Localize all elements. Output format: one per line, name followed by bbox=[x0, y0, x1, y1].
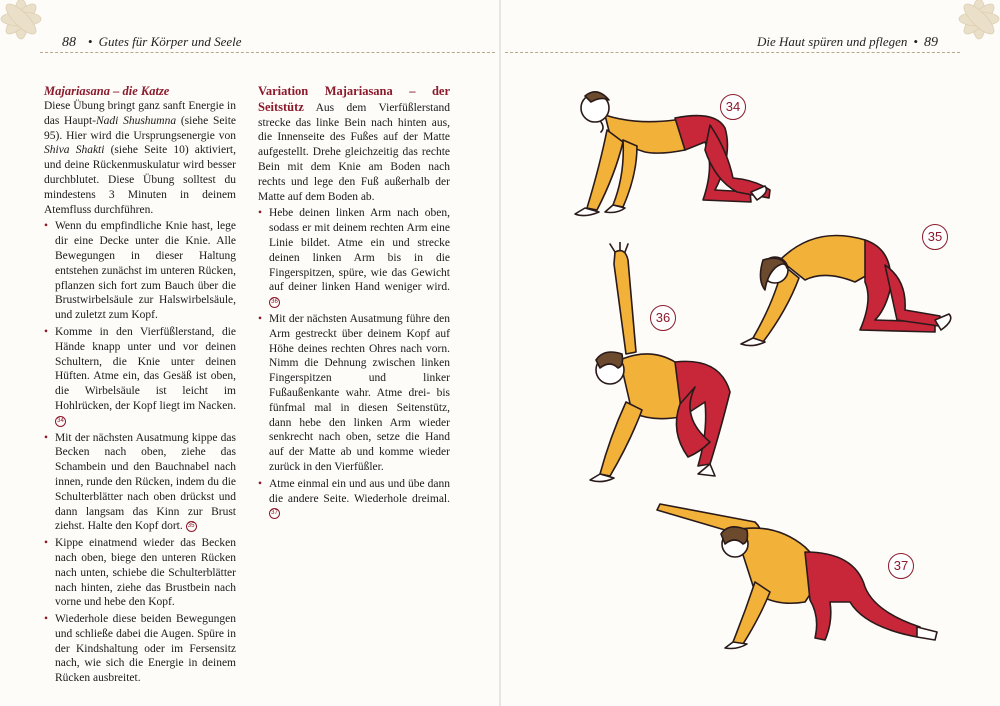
list-item: • Komme in den Vierfüßlerstand, die Hände knapp unter und vor deinen Schultern, die Knie unter deinen Hüften. Atme ein, das Gesäß ist oben, die Wirbelsäule ist leicht im Hohlrücken, der Kopf liegt im Nacken. 34 bbox=[44, 325, 236, 429]
header-rule-right bbox=[505, 52, 960, 53]
figure-number-badge: 37 bbox=[888, 553, 914, 579]
list-item: • Wenn du empfindliche Knie hast, lege dir eine Decke unter die Knie. Alle Bewegungen in dieser Haltung entstehen zunächst im unteren Rücken, pflanzen sich fort zum Bauch über die Brustwirbelsäule zur Halswirbelsäule, und zuletzt zum Kopf. bbox=[44, 219, 236, 323]
section-heading-cat: Majariasana – die Katze bbox=[44, 84, 170, 98]
text-column-right: Variation Majariasana – der Seitstütz Aus dem Vierfüßlerstand strecke das linke Bein nach hinten aus, die Innenseite des Fußes auf der Matte aufgestellt. Drehe gleichzeitig das rechte Bein mit dem Knie am Boden nach rechts und lege den Fuß außerhalb der Matte auf dem Boden ab. • Hebe deinen linken Arm nach oben, sodass er mit deinem rechten Arm eine Linie bildet. Atme ein und strecke deinen linken Arm bis in die Fingerspitzen, spüre, wie das Gewicht auf deiner linken Hand weniger wird. 36 • Mit der nächsten Ausatmung führe den Arm gestreckt über deinem Kopf auf Höhe deines rechten Ohres nach vorn. Nimm die Dehnung zwischen linken Fingerspitzen und linker Fußaußenkante wahr. Atme drei- bis fünfmal mal in diesen Seitenstütz, dann hebe den linken Arm wieder senkrecht nach oben, setze die Hand auf der Matte ab und komme wieder zurück in den Vierfüßler. • Atme einmal ein und aus und übe dann die andere Seite. Wiederhole dreimal. 37 bbox=[258, 84, 450, 521]
list-item: • Kippe einatmend wieder das Becken nach oben, biege den unteren Rücken nach unten, schiebe die Schulterblätter nach hinten, ziehe das Brustbein nach vorne und hebe den Kopf. bbox=[44, 536, 236, 610]
header-rule-left bbox=[40, 52, 495, 53]
list-item: • Atme einmal ein und aus und übe dann die andere Seite. Wiederhole dreimal. 37 bbox=[258, 477, 450, 521]
figure-number-badge: 35 bbox=[922, 224, 948, 250]
left-page-number: 88 bbox=[62, 35, 76, 50]
list-item: • Mit der nächsten Ausatmung führe den Arm gestreckt über deinem Kopf auf Höhe deines rechten Ohres nach vorn. Nimm die Dehnung zwischen linken Fingerspitzen und linker Fußaußenkante wahr. Atme drei- bis fünfmal mal in diesen Seitenstütz, dann hebe den linken Arm wieder senkrecht nach oben, setze die Hand auf der Matte ab und komme wieder zurück in den Vierfüßler. bbox=[258, 312, 450, 475]
left-header-title: Gutes für Körper und Seele bbox=[98, 34, 242, 49]
figure-36-side-plank-arm-up bbox=[570, 242, 790, 487]
figure-34-cat-hollow-back bbox=[565, 80, 795, 230]
figure-ref-badge[interactable]: 36 bbox=[269, 297, 280, 308]
figure-ref-badge[interactable]: 37 bbox=[269, 508, 280, 519]
section-heading-side-plank: Variation Majariasana – der Seitstütz bbox=[258, 84, 450, 114]
list-item: • Mit der nächsten Ausatmung kippe das Becken nach oben, ziehe das Schambein und den Bauchnabel nach innen, runde den Rücken, indem du die Schulterblätter nach oben drückst und dann langsam das Kinn zur Brust ziehst. Halte den Kopf dort. 35 bbox=[44, 431, 236, 535]
left-running-header bbox=[62, 34, 242, 51]
instruction-list bbox=[258, 206, 450, 521]
right-page-number: 89 bbox=[924, 35, 938, 50]
right-header-title: Die Haut spüren und pflegen bbox=[756, 34, 908, 49]
header-bullet: • bbox=[88, 34, 93, 49]
figure-number-badge: 36 bbox=[650, 305, 676, 331]
flower-ornament-icon bbox=[0, 0, 48, 46]
list-item: • Wiederhole diese beiden Bewegungen und schließe dabei die Augen. Spüre in der Kindshaltung oder im Fersensitz nach, wie sich die Energie in deinem Rücken ausbreitet. bbox=[44, 612, 236, 686]
figure-ref-badge[interactable]: 35 bbox=[186, 521, 197, 532]
list-item: • Hebe deinen linken Arm nach oben, sodass er mit deinem rechten Arm eine Linie bildet. Atme ein und strecke deinen linken Arm bis in die Fingerspitzen, spüre, wie das Gewicht auf deiner linken Hand weniger wird. 36 bbox=[258, 206, 450, 310]
right-running-header bbox=[757, 34, 938, 51]
flower-ornament-icon bbox=[952, 0, 1000, 46]
text-column-left bbox=[44, 84, 236, 686]
figure-ref-badge[interactable]: 34 bbox=[55, 416, 66, 427]
header-bullet: • bbox=[913, 34, 918, 49]
figure-number-badge: 34 bbox=[720, 94, 746, 120]
intro-paragraph: Diese Übung bringt ganz sanft Energie in das Haupt-Nadi Shushumna (siehe Seite 95). Hier wird die Ursprungsenergie von Shiva Shakti (siehe Seite 10) aktiviert, und deine Rückenmuskulatur wird besser durchblutet. Diese Übung solltest du mindestens 3 Minuten in deinem Atemfluss durchführen. bbox=[44, 100, 236, 216]
page-gutter bbox=[499, 0, 501, 706]
instruction-list bbox=[44, 219, 236, 686]
